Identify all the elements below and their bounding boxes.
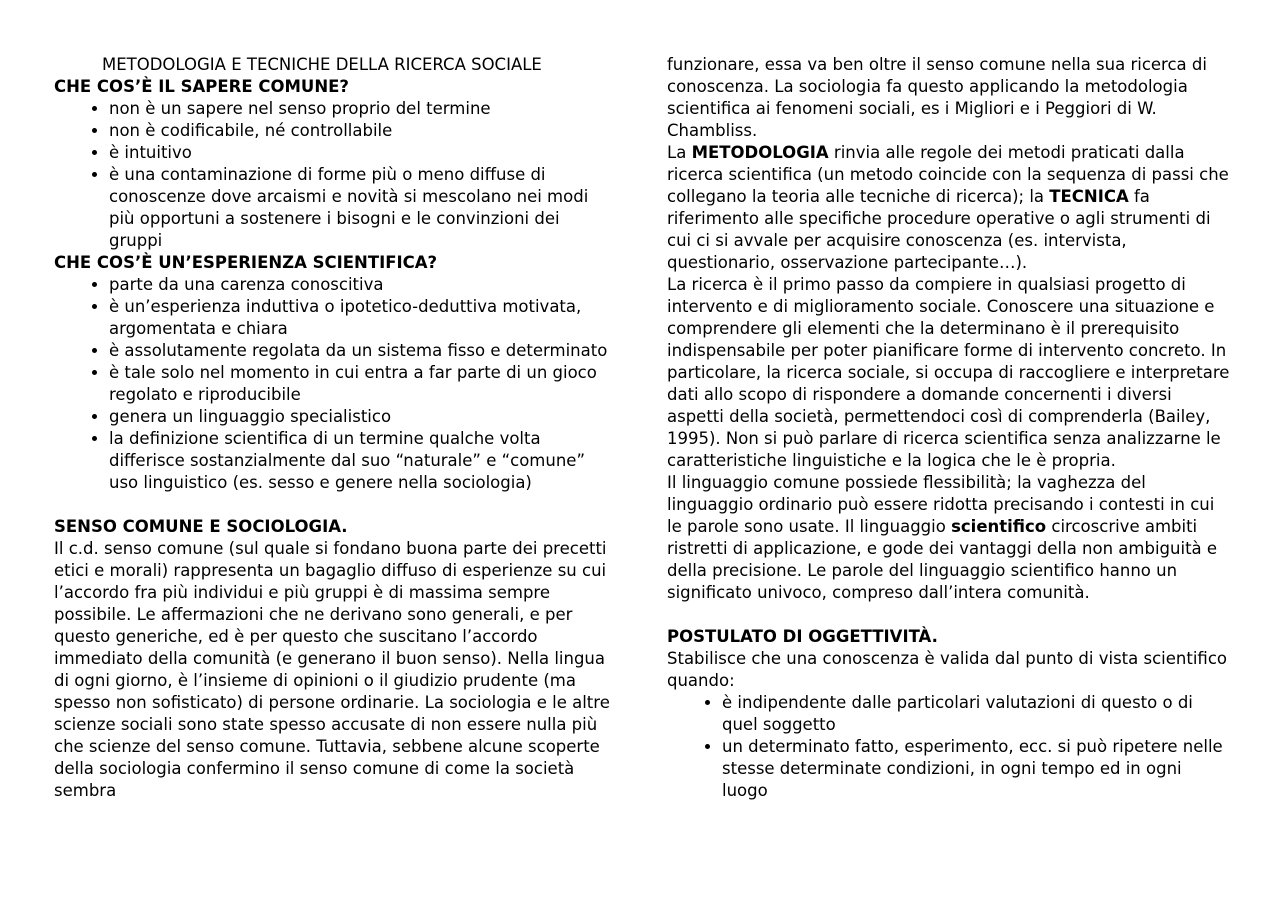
list-esperienza-scientifica xyxy=(54,274,614,494)
paragraph-postulato: Stabilisce che una conoscenza è valida dal punto di vista scientifico quando: xyxy=(667,649,1227,690)
list-item: • è una contaminazione di forme più o meno diffuse di conoscenze dove arcaismi e novità si mescolano nei modi più opportuni a sostenere i bisogni e le convinzioni dei gruppi xyxy=(109,164,614,252)
text-fragment: fa riferimento alle specifiche procedure operative o agli strumenti di cui ci si avvale per acquisire conoscenza (es. intervista, questionario, osservazione partecipante…). xyxy=(667,187,1211,272)
list-item: • è intuitivo xyxy=(109,142,614,164)
list-item: • non è un sapere nel senso proprio del termine xyxy=(109,98,614,120)
list-sapere-comune xyxy=(54,98,614,252)
list-item: • un determinato fatto, esperimento, ecc. si può ripetere nelle stesse determinate condizioni, in ogni tempo ed in ogni luogo xyxy=(722,736,1232,802)
text-fragment: circoscrive ambiti ristretti di applicazione, e gode dei vantaggi della non ambiguità e della precisione. Le parole del linguaggio scientifico hanno un significato univoco, compreso dall’intera comunità. xyxy=(667,517,1218,602)
paragraph-linguaggio xyxy=(667,472,1232,604)
spacer xyxy=(54,494,614,516)
list-item: • è tale solo nel momento in cui entra a far parte di un gioco regolato e riproducibile xyxy=(109,362,614,406)
term-tecnica: TECNICA xyxy=(1049,187,1129,206)
term-scientifico: scientifico xyxy=(951,517,1047,536)
term-metodologia: METODOLOGIA xyxy=(691,143,829,162)
spacer xyxy=(667,604,1232,626)
heading-postulato-oggettivita: POSTULATO DI OGGETTIVITÀ. xyxy=(667,627,938,646)
paragraph-senso-comune: Il c.d. senso comune (sul quale si fondano buona parte dei precetti etici e morali) rappresenta un bagaglio diffuso di esperienze su cui l’accordo fra più individui e più gruppi è di massima sempre possibile. Le affermazioni che ne derivano sono generali, e per questo generiche, ed è per questo che suscitano l’accordo immediato della comunità (e generano il buon senso). Nella lingua di ogni giorno, è l’insieme di opinioni o il giudizio prudente (ma spesso non sofisticato) di persone ordinarie. La sociologia e le altre scienze sociali sono state spesso accusate di non essere nulla più che scienze del senso comune. Tuttavia, sebbene alcune scoperte della sociologia confermino il senso comune di come la società sembra xyxy=(54,539,610,800)
list-item: • parte da una carenza conoscitiva xyxy=(109,274,614,296)
heading-senso-comune: SENSO COMUNE E SOCIOLOGIA. xyxy=(54,517,348,536)
paragraph-ricerca: La ricerca è il primo passo da compiere in qualsiasi progetto di intervento e di miglioramento sociale. Conoscere una situazione e comprendere gli elementi che la determinano è il prerequisito indispensabile per poter pianificare forme di intervento concreto. In particolare, la ricerca sociale, si occupa di raccogliere e interpretare dati allo scopo di rispondere a domande concernenti i diversi aspetti della società, permettendoci così di comprenderla (Bailey, 1995). Non si può parlare di ricerca scientifica senza analizzarne le caratteristiche linguistiche e la logica che le è propria. xyxy=(667,275,1230,470)
list-item: • genera un linguaggio specialistico xyxy=(109,406,614,428)
heading-esperienza-scientifica: CHE COS’È UN’ESPERIENZA SCIENTIFICA? xyxy=(54,253,438,272)
list-item: • è un’esperienza induttiva o ipotetico-deduttiva motivata, argomentata e chiara xyxy=(109,296,614,340)
paragraph-sociologia-continued: funzionare, essa va ben oltre il senso comune nella sua ricerca di conoscenza. La sociologia fa questo applicando la metodologia scientifica ai fenomeni sociali, es i Migliori e i Peggiori di W. Chambliss. xyxy=(667,55,1207,140)
left-column xyxy=(54,54,614,802)
text-fragment: Il linguaggio comune possiede flessibilità; la vaghezza del linguaggio ordinario può essere ridotta precisando i contesti in cui le parole sono usate. Il linguaggio xyxy=(667,473,1215,536)
text-fragment: rinvia alle regole dei metodi praticati dalla ricerca scientifica (un metodo coincide con la sequenza di passi che collegano la teoria alle tecniche di ricerca); la xyxy=(667,143,1229,206)
list-item: • è assolutamente regolata da un sistema fisso e determinato xyxy=(109,340,614,362)
document-title: METODOLOGIA E TECNICHE DELLA RICERCA SOCIALE xyxy=(102,55,542,74)
list-item: • non è codificabile, né controllabile xyxy=(109,120,614,142)
text-fragment: La xyxy=(667,143,692,162)
paragraph-metodologia xyxy=(667,142,1232,274)
list-item: • la definizione scientifica di un termine qualche volta differisce sostanzialmente dal suo “naturale” e “comune” uso linguistico (es. sesso e genere nella sociologia) xyxy=(109,428,614,494)
list-postulato xyxy=(667,692,1232,802)
list-item: • è indipendente dalle particolari valutazioni di questo o di quel soggetto xyxy=(722,692,1232,736)
right-column xyxy=(667,54,1232,802)
heading-sapere-comune: CHE COS’È IL SAPERE COMUNE? xyxy=(54,77,349,96)
